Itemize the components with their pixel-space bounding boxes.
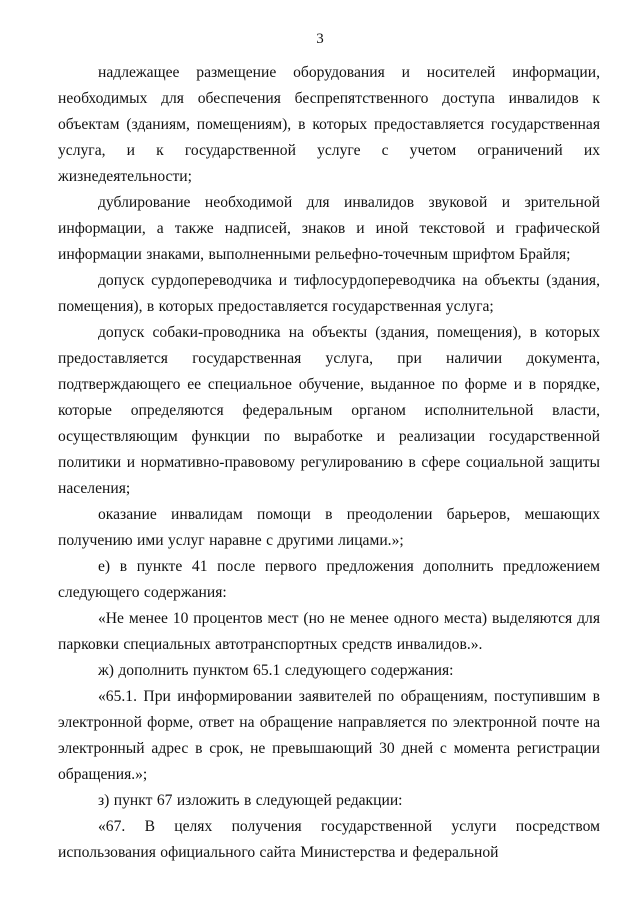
paragraph: надлежащее размещение оборудования и носителей информации, необходимых для обеспечения беспрепятственного доступа инвалидов к объектам (зданиям, помещениям), в которых предоставляется государственная услуга, и к государственной услуге с учетом ограничений их жизнедеятельности;: [58, 64, 600, 185]
paragraph: «67. В целях получения государственной услуги посредством использования официального сайта Министерства и федеральной: [58, 818, 600, 861]
paragraph: «65.1. При информировании заявителей по обращениям, поступившим в электронной форме, ответ на обращение направляется по электронной почте на электронный адрес в срок, не превышающий 30 дней с момента регистрации обращения.»;: [58, 688, 600, 783]
paragraph: оказание инвалидам помощи в преодолении барьеров, мешающих получению ими услуг наравне с другими лицами.»;: [58, 506, 600, 549]
paragraph: допуск сурдопереводчика и тифлосурдопереводчика на объекты (здания, помещения), в которых предоставляется государственная услуга;: [58, 272, 600, 315]
paragraph: е) в пункте 41 после первого предложения дополнить предложением следующего содержания:: [58, 558, 600, 601]
paragraph: дублирование необходимой для инвалидов звуковой и зрительной информации, а также надписей, знаков и иной текстовой и графической информации знаками, выполненными рельефно-точечным шрифтом Брайля;: [58, 194, 600, 263]
paragraph: з) пункт 67 изложить в следующей редакции:: [98, 792, 403, 809]
document-body: [58, 60, 600, 866]
page-number: 3: [316, 31, 324, 47]
paragraph: допуск собаки-проводника на объекты (здания, помещения), в которых предоставляется государственная услуга, при наличии документа, подтверждающего ее специальное обучение, выданное по форме и в порядке, которые определяются федеральным органом исполнительной власти, осуществляющим функции по выработке и реализации государственной политики и нормативно-правовому регулированию в сфере социальной защиты населения;: [58, 324, 600, 497]
paragraph: «Не менее 10 процентов мест (но не менее одного места) выделяются для парковки специальных автотранспортных средств инвалидов.».: [58, 610, 600, 653]
paragraph: ж) дополнить пунктом 65.1 следующего содержания:: [98, 662, 454, 679]
